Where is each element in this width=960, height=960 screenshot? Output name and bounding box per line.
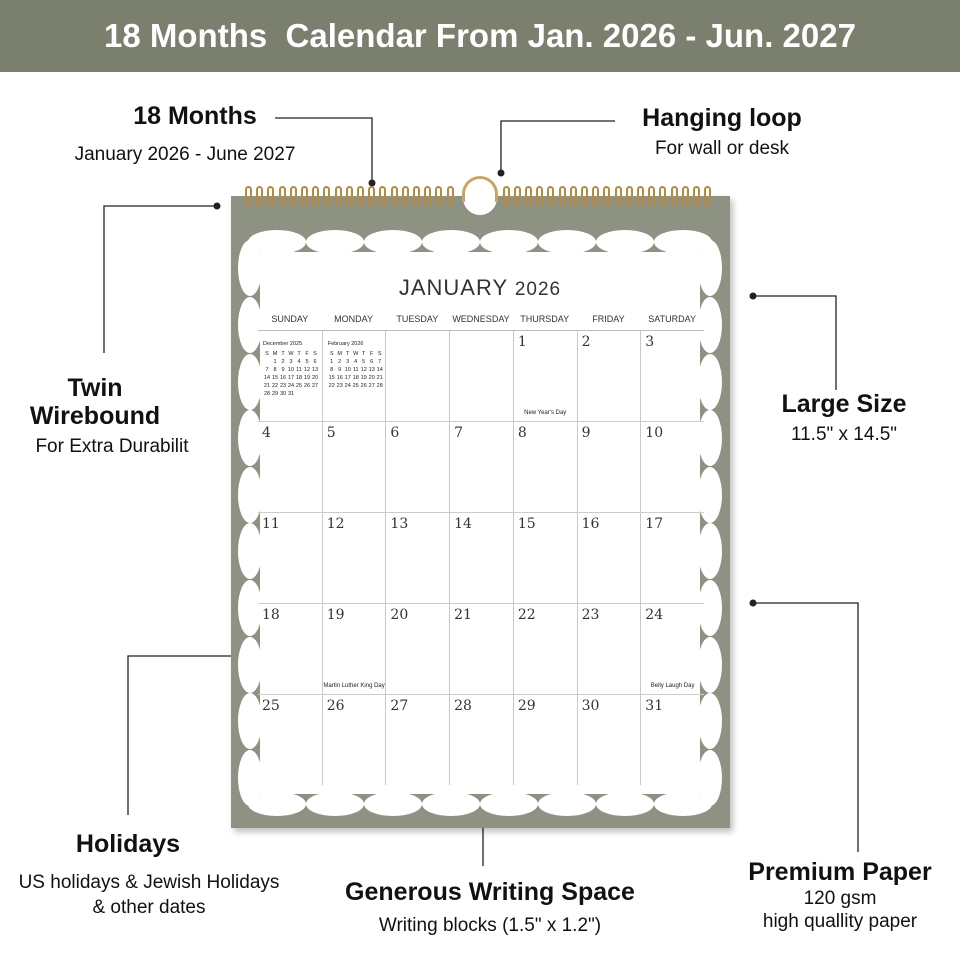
feature-size [754,390,934,447]
feature-loop [615,104,829,161]
feature-writing [320,878,660,938]
feature-writing-sub: Writing blocks (1.5" x 1.2") [378,915,602,936]
feature-wire-title1: Twin [67,374,123,402]
mini-calendar-head [328,350,384,358]
wire-coil [592,186,599,206]
scallop [480,230,538,254]
day-cell [513,604,577,694]
mini-day: 3 [346,359,350,365]
day-number: 2 [581,334,591,350]
weekday-label: WEDNESDAY [452,314,510,324]
mini-day: 8 [330,367,334,373]
dot-size [750,293,757,300]
mini-day: 30 [279,391,287,397]
mini-day: 28 [376,383,383,389]
day-number: 26 [326,698,345,714]
day-cell [258,695,322,785]
wire-coil [581,186,588,206]
mini-day: 23 [336,383,343,389]
day-number: 3 [645,334,655,350]
mini-day: 20 [368,375,375,381]
day-cell [385,331,449,421]
wire-coil [704,186,711,206]
mini-calendar-row [263,382,319,390]
wire-coil [245,186,252,206]
weekday-label: SATURDAY [648,314,696,324]
scallop [654,230,712,254]
day-cell [640,604,704,694]
day-cell [577,513,641,603]
day-cell [449,604,513,694]
mini-day: 1 [330,359,334,365]
mini-day: 14 [376,367,383,373]
mini-day: 7 [265,367,269,373]
mini-day: 12 [360,367,367,373]
scallop [248,230,306,254]
day-number: 16 [581,516,600,532]
wire-coil [413,186,420,206]
feature-holidays-sub-wrap [0,870,298,920]
scallop [248,792,306,816]
scallop [654,792,712,816]
day-cell [322,695,386,785]
mini-day: 13 [368,367,375,373]
scallop [422,792,480,816]
day-number: 31 [645,698,664,714]
weekday-header [258,314,704,330]
mini-day: 27 [368,383,375,389]
mini-day: 19 [360,375,367,381]
holiday-label: New Year's Day [524,410,567,416]
feature-holidays-sub1: US holidays & Jewish Holidays [18,872,280,893]
mini-day: 31 [287,391,295,397]
wire-coil [357,186,364,206]
day-cell [322,422,386,512]
feature-holidays-title: Holidays [75,830,181,858]
mini-day: 11 [352,367,359,373]
wire-coil [379,186,386,206]
feature-wire-sub-wrap [12,430,212,459]
weekday-label: MONDAY [334,314,373,324]
feature-paper-title: Premium Paper [748,858,932,886]
scallop [538,230,596,254]
scallop [364,792,422,816]
mini-day: 13 [311,367,319,373]
mini-day: 29 [271,391,279,397]
wire-coil [435,186,442,206]
day-cell [513,422,577,512]
mini-day: 6 [313,359,317,365]
day-cell [640,422,704,512]
day-number: 30 [581,698,600,714]
mini-day: 22 [328,383,335,389]
mini-day [311,390,319,398]
day-number: 23 [581,607,600,623]
wire-coil [570,186,577,206]
day-cell [258,604,322,694]
mini-calendar-row [263,374,319,382]
mini-day: 4 [354,359,358,365]
mini-day: 16 [279,375,287,381]
day-cell [640,695,704,785]
wire-coil [368,186,375,206]
day-number: 8 [517,425,527,441]
scallop [480,792,538,816]
day-cell [640,331,704,421]
day-cell [449,331,513,421]
mini-day: 9 [338,367,342,373]
mini-weekday: M [337,351,342,357]
mini-day: 2 [338,359,342,365]
month-title [248,275,712,301]
day-cell [513,331,577,421]
day-number: 21 [454,607,472,623]
wire-coil [659,186,666,206]
mini-calendar-next [328,341,384,390]
mini-weekday: S [265,351,269,357]
day-cell [385,513,449,603]
mini-weekday: S [313,351,317,357]
mini-day: 26 [360,383,367,389]
mini-day: 7 [378,359,382,365]
mini-weekday: T [297,351,301,357]
day-cell [258,331,322,421]
day-cell [258,422,322,512]
mini-day: 12 [303,367,311,373]
mini-day: 1 [273,359,277,365]
mini-calendar-row [263,366,319,374]
day-cell [322,513,386,603]
feature-size-title: Large Size [781,390,907,418]
dot-loop [498,170,505,177]
holiday-label: Belly Laugh Day [650,683,695,689]
mini-calendar-row [328,358,384,366]
wire-coil [682,186,689,206]
wire-coil [301,186,308,206]
day-number: 19 [326,607,345,623]
day-number: 13 [390,516,409,532]
wire-coil [312,186,319,206]
mini-day: 21 [376,375,383,381]
mini-day: 24 [287,383,295,389]
feature-wire [20,374,170,430]
dot-wire [214,203,221,210]
mini-weekday: M [272,351,278,357]
day-number: 7 [454,425,464,441]
feature-months-sub: January 2026 - June 2027 [74,144,296,165]
mini-day: 14 [263,375,271,381]
mini-calendar-title: February 2026 [327,341,364,347]
mini-day: 10 [344,367,351,373]
day-number: 14 [454,516,472,532]
day-number: 5 [326,425,336,441]
wire-coil [503,186,510,206]
weekday-label: THURSDAY [520,314,570,324]
month-grid [258,314,704,785]
day-cell [577,331,641,421]
day-number: 12 [326,516,345,532]
holiday-label: Martin Luther King Day [323,683,385,689]
wire-coil [346,186,353,206]
day-number: 25 [262,698,280,714]
mini-weekday: W [288,351,294,357]
mini-day: 10 [287,367,295,373]
scallop [538,792,596,816]
day-number: 22 [517,607,536,623]
mini-weekday: S [377,351,382,357]
mini-day: 27 [311,383,319,389]
mini-calendar-head [263,350,319,358]
wire-coil [391,186,398,206]
day-cell [258,513,322,603]
month-year: 2026 [514,279,562,300]
month-name: JANUARY [398,275,508,300]
weeks [258,330,704,785]
mini-calendar-row [328,374,384,382]
day-number: 27 [390,698,409,714]
mini-day: 2 [281,359,285,365]
feature-paper-sub2: high quallity paper [762,911,918,932]
mini-day: 3 [289,359,293,365]
day-number: 9 [581,425,591,441]
wire-coil [648,186,655,206]
wire-coil [256,186,263,206]
mini-day: 25 [295,383,303,389]
day-cell [577,695,641,785]
scallop [306,792,364,816]
day-cell [577,604,641,694]
mini-day: 21 [263,383,271,389]
day-cell [513,513,577,603]
day-cell [322,331,386,421]
week-row [258,422,704,513]
day-number: 17 [645,516,664,532]
wire-coil [637,186,644,206]
wire-coil [290,186,297,206]
day-number: 15 [517,516,536,532]
wire-coil [323,186,330,206]
mini-day: 17 [344,375,351,381]
mini-day [263,358,271,366]
mini-weekday: T [362,351,366,357]
mini-day: 28 [263,391,271,397]
scallop [596,792,654,816]
dot-paper [750,600,757,607]
week-row [258,331,704,422]
mini-day: 19 [303,375,311,381]
feature-wire-sub: For Extra Durabilit [35,436,189,457]
scallop [422,230,480,254]
day-cell [385,604,449,694]
wire-coil [424,186,431,206]
day-number: 28 [454,698,472,714]
mini-day: 15 [328,375,335,381]
mini-day [295,390,303,398]
mini-day: 18 [295,375,303,381]
day-number: 4 [262,425,271,441]
mini-day: 25 [352,383,359,389]
feature-loop-title: Hanging loop [642,104,802,132]
wire-coil [402,186,409,206]
mini-calendar-title: December 2025 [263,341,303,347]
mini-day: 24 [344,383,351,389]
mini-day: 5 [305,359,309,365]
mini-day: 4 [297,359,301,365]
day-cell [449,695,513,785]
feature-months-title: 18 Months [133,102,257,130]
wire-coil [267,186,274,206]
week-row [258,513,704,604]
day-cell [577,422,641,512]
mini-day: 9 [281,367,285,373]
day-number: 11 [262,516,280,532]
feature-holidays-sub2: & other dates [92,897,206,918]
wire-coil [615,186,622,206]
mini-calendar-prev [263,341,319,398]
mini-day: 20 [311,375,319,381]
mini-day: 11 [296,367,302,373]
mini-weekday: W [353,351,359,357]
feature-wire-title2: Wirebound [29,402,161,430]
day-number: 1 [517,334,527,350]
wire-coil [693,186,700,206]
mini-day: 22 [271,383,279,389]
day-number: 10 [645,425,664,441]
banner-title: 18 Months Calendar From Jan. 2026 - Jun. 2027 [0,0,960,72]
feature-loop-sub: For wall or desk [654,138,790,159]
mini-calendar-row [328,382,384,390]
mini-day: 18 [352,375,359,381]
feature-size-sub: 11.5" x 14.5" [790,424,898,445]
feature-holidays [40,830,216,858]
feature-paper [730,858,950,934]
weekday-label: FRIDAY [592,314,625,324]
mini-day [303,390,311,398]
day-cell [385,422,449,512]
wire-coil [335,186,342,206]
day-number: 20 [390,607,409,623]
feature-months [95,102,295,130]
day-cell [513,695,577,785]
wire-coil [671,186,678,206]
wire-coil [447,186,454,206]
wire-coil [525,186,532,206]
day-cell [449,513,513,603]
mini-weekday: F [370,351,374,357]
scallop [596,230,654,254]
mini-weekday: T [346,351,350,357]
mini-calendar-row [263,358,319,366]
mini-day: 15 [271,375,279,381]
wire-coil [603,186,610,206]
wire-coil [547,186,554,206]
feature-paper-sub1: 120 gsm [803,888,877,909]
day-number: 18 [262,607,280,623]
calendar-page [248,240,712,806]
mini-day: 23 [279,383,287,389]
weekday-label: TUESDAY [396,314,439,324]
scallop [364,230,422,254]
mini-weekday: F [305,351,309,357]
week-row [258,604,704,695]
day-cell [322,604,386,694]
wire-coil [514,186,521,206]
feature-months-sub-wrap [40,138,330,167]
mini-day: 16 [336,375,343,381]
day-cell [449,422,513,512]
mini-day: 17 [287,375,295,381]
day-cell [640,513,704,603]
mini-day: 26 [303,383,311,389]
weekday-label: SUNDAY [271,314,309,324]
day-cell [385,695,449,785]
day-number: 29 [517,698,536,714]
mini-day: 8 [273,367,277,373]
scallop [306,230,364,254]
mini-calendar-row [328,366,384,374]
mini-day: 5 [362,359,366,365]
day-number: 24 [645,607,664,623]
mini-calendar-row [263,390,319,398]
feature-writing-title: Generous Writing Space [345,878,635,906]
wire-coil [279,186,286,206]
wire-coil [626,186,633,206]
mini-day: 6 [370,359,374,365]
wire-coil [536,186,543,206]
day-number: 6 [390,425,400,441]
mini-weekday: S [329,351,334,357]
mini-weekday: T [281,351,285,357]
week-row [258,695,704,785]
wire-coil [559,186,566,206]
